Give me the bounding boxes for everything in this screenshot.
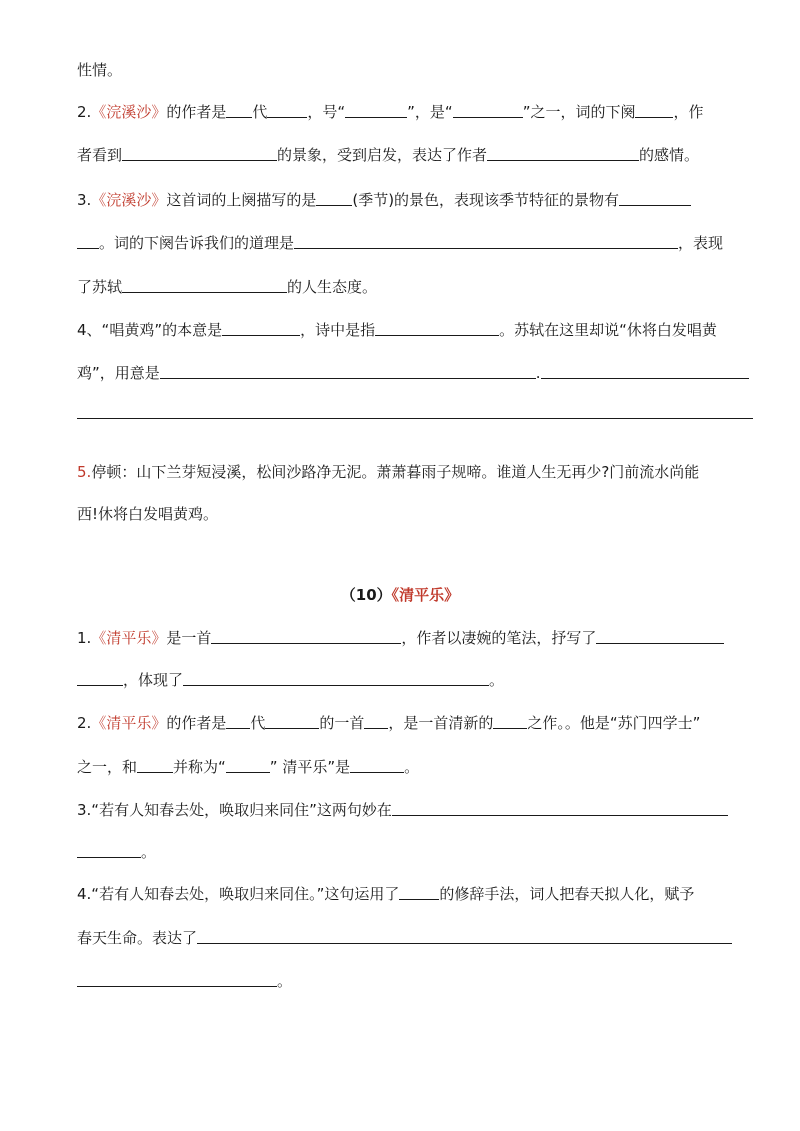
answer-blank[interactable] xyxy=(77,232,99,249)
poem-title: 《清平乐》 xyxy=(91,714,167,732)
answer-blank[interactable] xyxy=(392,799,728,816)
answer-blank[interactable] xyxy=(619,189,691,206)
section-question-2-line-2: 之一，和 并称为“ ” 清平乐”是 。 xyxy=(77,758,420,776)
question-2-line-1: 2.《浣溪沙》的作者是 代 ，号“ ”，是“ ”之一，词的下阕 ，作 xyxy=(77,103,704,121)
answer-blank[interactable] xyxy=(160,362,536,379)
answer-blank[interactable] xyxy=(137,756,173,773)
answer-blank[interactable] xyxy=(635,101,673,118)
section-title: （10）《清平乐》 xyxy=(340,586,460,604)
answer-blank[interactable] xyxy=(345,101,407,118)
answer-blank[interactable] xyxy=(294,232,678,249)
poem-title: 《清平乐》 xyxy=(391,586,460,604)
question-4-line-1: 4、“唱黄鸡”的本意是 ，诗中是指 。苏轼在这里却说“休将白发唱黄 xyxy=(77,321,717,339)
section-question-4-line-1: 4.“若有人知春去处，唤取归来同住。”这句运用了 的修辞手法，词人把春天拟人化，赋予 xyxy=(77,885,695,903)
answer-blank[interactable] xyxy=(265,712,319,729)
answer-blank[interactable] xyxy=(122,144,277,161)
answer-blank[interactable] xyxy=(226,756,270,773)
answer-blank[interactable] xyxy=(77,970,277,987)
answer-blank[interactable] xyxy=(350,756,404,773)
section-question-3-line-2: 。 xyxy=(77,838,753,866)
question-5-line-2: 西!休将白发唱黄鸡。 xyxy=(77,505,219,523)
question-4-line-2: 鸡”，用意是 . xyxy=(77,359,753,387)
answer-blank[interactable] xyxy=(122,276,287,293)
answer-blank[interactable] xyxy=(493,712,527,729)
answer-blank[interactable] xyxy=(211,627,401,644)
answer-blank[interactable] xyxy=(183,669,489,686)
answer-blank[interactable] xyxy=(267,101,307,118)
answer-blank[interactable] xyxy=(77,669,123,686)
section-question-4-line-3: 。 xyxy=(77,967,753,995)
answer-blank[interactable] xyxy=(487,144,639,161)
question-2-line-2: 者看到 的景象，受到启发，表达了作者 的感情。 xyxy=(77,146,700,164)
answer-blank[interactable] xyxy=(364,712,388,729)
question-3-line-3: 了苏轼 的人生态度。 xyxy=(77,278,378,296)
answer-blank[interactable] xyxy=(226,101,252,118)
poem-title: 《清平乐》 xyxy=(91,629,167,647)
answer-blank[interactable] xyxy=(399,883,439,900)
answer-blank[interactable] xyxy=(453,101,523,118)
answer-rule[interactable] xyxy=(77,418,753,419)
section-question-3-line-1: 3.“若有人知春去处，唤取归来同住”这两句妙在 xyxy=(77,796,753,824)
answer-blank[interactable] xyxy=(375,319,499,336)
answer-blank[interactable] xyxy=(596,627,724,644)
answer-blank[interactable] xyxy=(197,927,732,944)
text-line: 性情。 xyxy=(77,61,123,79)
section-question-4-line-2: 春天生命。表达了 xyxy=(77,924,753,952)
answer-blank[interactable] xyxy=(222,319,300,336)
poem-title: 《浣溪沙》 xyxy=(91,103,167,121)
question-3-line-2: 。词的下阕告诉我们的道理是 ，表现 xyxy=(77,229,753,257)
answer-blank[interactable] xyxy=(77,841,141,858)
section-question-1-line-1: 1.《清平乐》是一首 ，作者以凄婉的笔法，抒写了 xyxy=(77,624,753,652)
question-3-line-1: 3.《浣溪沙》这首词的上阕描写的是 (季节)的景色，表现该季节特征的景物有 xyxy=(77,186,753,214)
section-question-1-line-2: ，体现了 。 xyxy=(77,666,753,694)
section-question-2-line-1: 2.《清平乐》的作者是 代 的一首 ，是一首清新的 之作。。他是“苏门四学士” xyxy=(77,714,701,732)
answer-blank[interactable] xyxy=(316,189,352,206)
answer-blank[interactable] xyxy=(541,362,749,379)
poem-title: 《浣溪沙》 xyxy=(91,191,167,209)
question-5-line-1: 5.停顿：山下兰芽短浸溪，松间沙路净无泥。萧萧暮雨子规啼。谁道人生无再少?门前流水尚能 xyxy=(77,463,700,481)
answer-blank[interactable] xyxy=(226,712,250,729)
